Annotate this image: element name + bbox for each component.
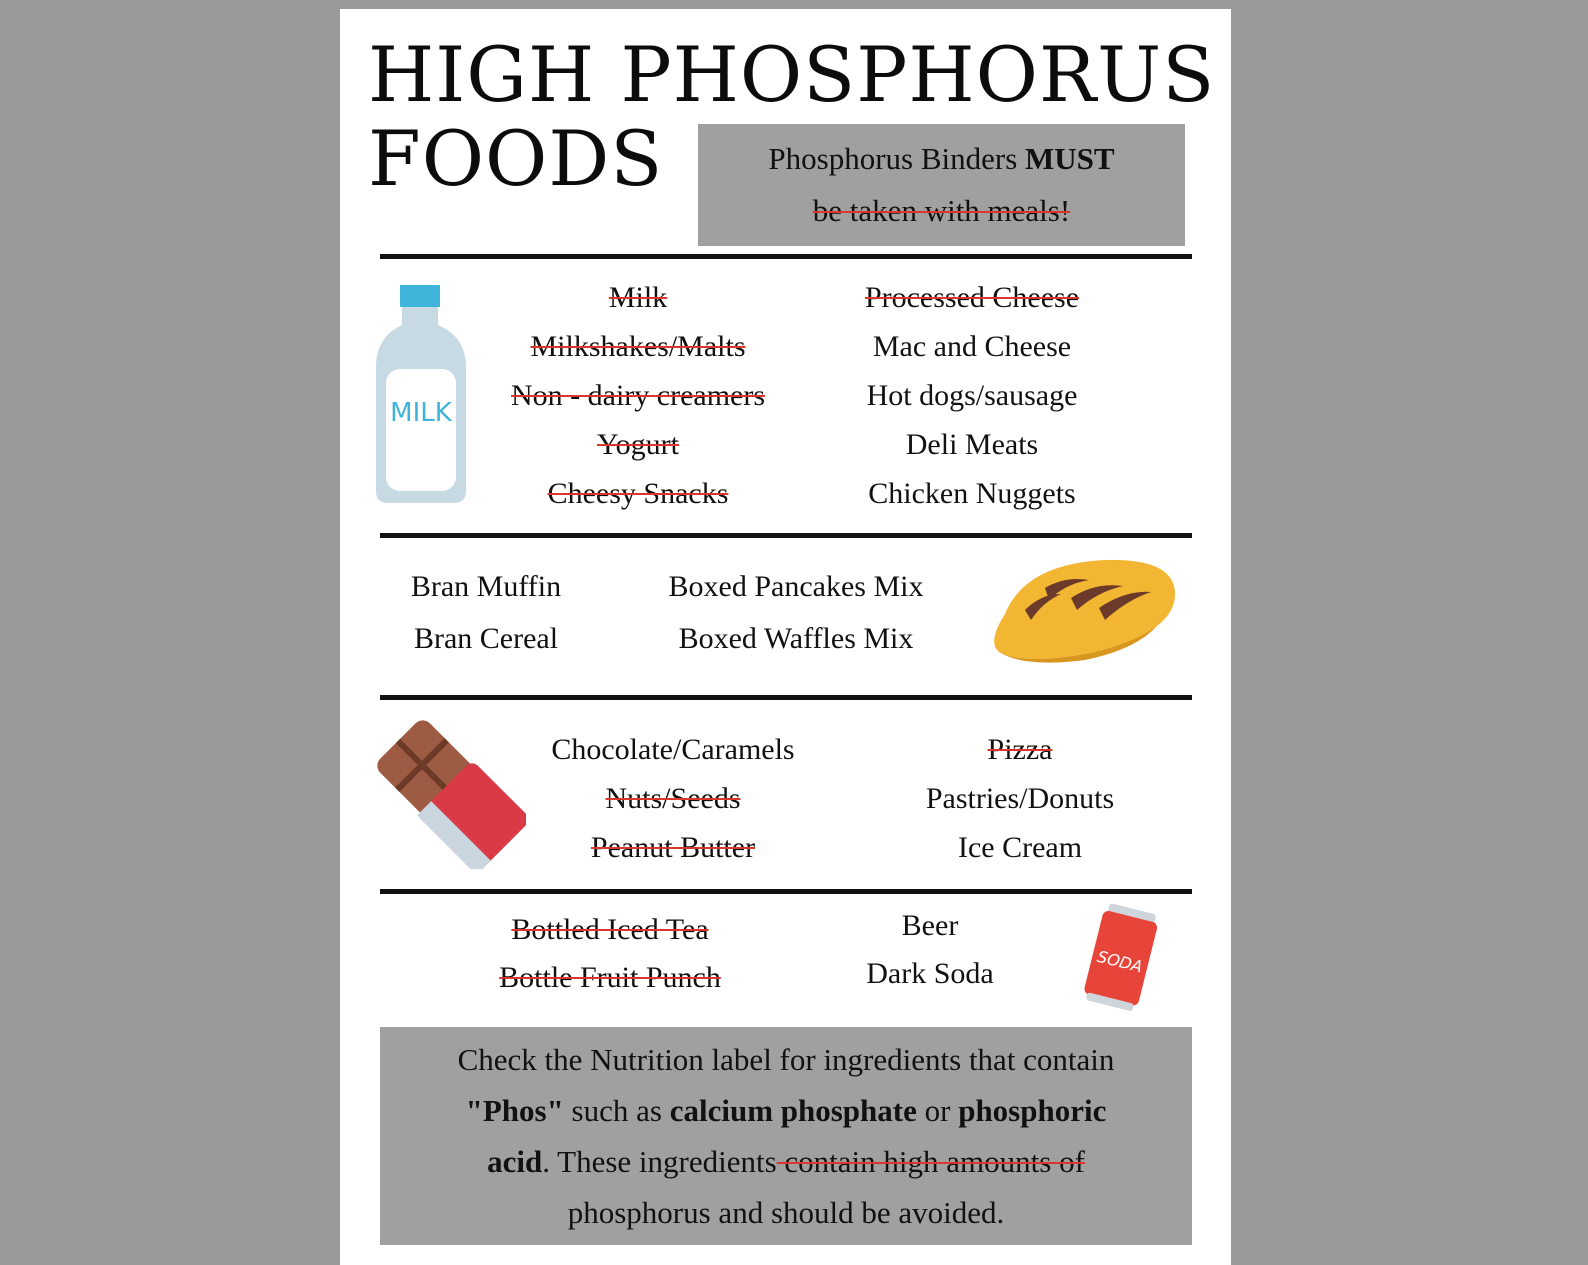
list-item: Bran Cereal — [413, 622, 559, 655]
sweets-column-2 — [885, 725, 1155, 872]
title-line-2: FOODS — [368, 114, 664, 203]
list-item: Deli Meats — [905, 428, 1039, 461]
binder-notice-emphasis: MUST — [1025, 141, 1115, 176]
dairy-column-2 — [832, 273, 1112, 518]
notice-bold-calcium: calcium phosphate — [669, 1093, 917, 1128]
document-page — [340, 9, 1231, 1265]
list-item: Bottle Fruit Punch — [499, 961, 721, 994]
drinks-column-2 — [830, 902, 1030, 998]
notice-bold-phos: "Phos" — [465, 1093, 564, 1128]
sweets-column-1 — [518, 725, 828, 872]
notice-line-1: Check the Nutrition label for ingredients that contain — [457, 1042, 1115, 1077]
notice-line-3 — [487, 1136, 1085, 1187]
list-item: Yogurt — [597, 428, 679, 461]
list-item: Milk — [608, 281, 668, 314]
list-item: Peanut Butter — [590, 831, 756, 864]
bread-loaf-icon — [985, 554, 1185, 666]
list-item: Cheesy Snacks — [547, 477, 729, 510]
divider-2 — [380, 533, 1192, 538]
list-item: Chocolate/Caramels — [551, 733, 795, 766]
soda-can-icon — [1075, 901, 1165, 1013]
bread-column-2 — [636, 561, 956, 665]
list-item: Bottled Iced Tea — [511, 913, 709, 946]
list-item: Chicken Nuggets — [868, 477, 1076, 510]
list-item: Nuts/Seeds — [605, 782, 741, 815]
bread-column-1 — [386, 561, 586, 665]
list-item: Ice Cream — [957, 831, 1083, 864]
list-item: Mac and Cheese — [872, 330, 1072, 363]
binder-notice-line-1 — [768, 133, 1114, 185]
list-item: Boxed Pancakes Mix — [668, 570, 924, 603]
nutrition-label-notice — [380, 1027, 1192, 1245]
notice-strike-text: contain high amounts of — [776, 1144, 1085, 1179]
list-item: Hot dogs/sausage — [866, 379, 1078, 412]
divider-1 — [380, 254, 1192, 259]
binder-notice-line-2: be taken with meals! — [812, 193, 1071, 228]
divider-4 — [380, 889, 1192, 894]
list-item: Pizza — [987, 733, 1053, 766]
list-item: Bran Muffin — [410, 570, 562, 603]
soda-label: SODA — [1095, 946, 1145, 977]
dairy-column-1 — [488, 273, 788, 518]
milk-bottle-icon — [374, 285, 468, 505]
binder-notice-box — [698, 124, 1185, 246]
drinks-column-1 — [460, 906, 760, 1002]
list-item: Pastries/Donuts — [925, 782, 1115, 815]
list-item: Boxed Waffles Mix — [678, 622, 914, 655]
notice-bold-acid: acid — [487, 1144, 543, 1179]
notice-text: or — [916, 1093, 959, 1128]
chocolate-bar-icon — [376, 719, 526, 869]
list-item: Milkshakes/Malts — [530, 330, 746, 363]
notice-line-2 — [466, 1085, 1107, 1136]
list-item: Non - dairy creamers — [510, 379, 766, 412]
notice-line-4: phosphorus and should be avoided. — [567, 1195, 1005, 1230]
list-item: Beer — [901, 909, 959, 942]
title-line-1: HIGH PHOSPHORUS — [368, 30, 1216, 119]
list-item: Processed Cheese — [864, 281, 1080, 314]
binder-notice-text: Phosphorus Binders — [768, 141, 1026, 176]
milk-label: MILK — [390, 398, 452, 428]
divider-3 — [380, 695, 1192, 700]
notice-bold-phosphoric: phosphoric — [958, 1093, 1107, 1128]
notice-text: such as — [563, 1093, 670, 1128]
notice-text: . These ingredients — [542, 1144, 777, 1179]
list-item: Dark Soda — [866, 957, 994, 990]
